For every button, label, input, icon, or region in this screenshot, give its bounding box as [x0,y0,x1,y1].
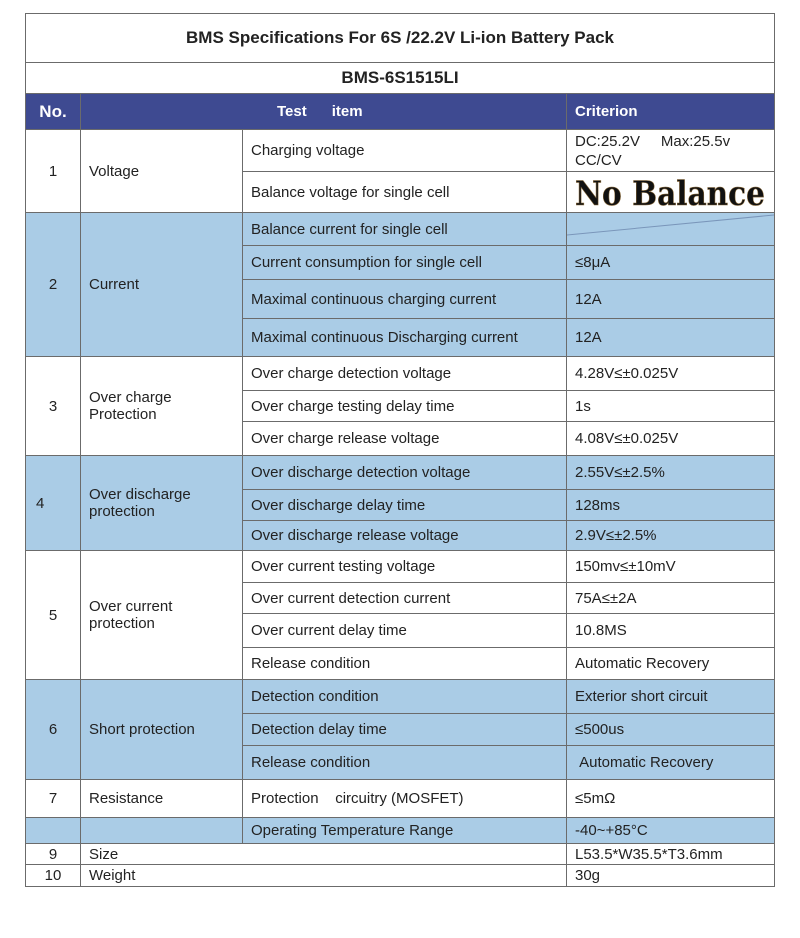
row-number: 10 [26,865,81,887]
row-criterion: 1s [567,391,775,422]
header-no: No. [26,94,81,130]
test-item: Charging voltage [243,130,567,172]
test-item: Operating Temperature Range [243,818,567,844]
test-item: Maximal continuous charging current [243,280,567,319]
table-row [26,680,775,714]
group-name: Voltage [81,130,243,213]
table-row [26,818,775,844]
group-number: 2 [26,213,81,357]
test-item: Over discharge detection voltage [243,456,567,490]
table-row [26,551,775,583]
test-item: Over current detection current [243,583,567,614]
model-name: BMS-6S1515LI [26,63,775,94]
row-criterion: 150mv≤±10mV [567,551,775,583]
row-criterion: 12A [567,319,775,357]
test-item: Over charge testing delay time [243,391,567,422]
table-row [26,357,775,391]
row-criterion: 128ms [567,490,775,521]
table-row [26,213,775,246]
group-name: Current [81,213,243,357]
table-row [26,456,775,490]
table-row [26,865,775,887]
group-number: 1 [26,130,81,213]
row-criterion: L53.5*W35.5*T3.6mm [567,844,775,865]
row-criterion: ≤8μA [567,246,775,280]
group-number: 3 [26,357,81,456]
group-name: Resistance [81,780,243,818]
table-row [26,130,775,172]
table-row [26,844,775,865]
test-item: Balance voltage for single cell [243,172,567,213]
spec-sheet [25,13,774,887]
row-criterion: Exterior short circuit [567,680,775,714]
row-criterion: 4.28V≤±0.025V [567,357,775,391]
test-item: Over discharge release voltage [243,521,567,551]
diagonal-line [567,213,774,245]
test-item: Protection circuitry (MOSFET) [243,780,567,818]
row-name: Size [81,844,567,865]
group-number: 5 [26,551,81,680]
test-item: Current consumption for single cell [243,246,567,280]
test-item: Detection delay time [243,714,567,746]
row-criterion: 4.08V≤±0.025V [567,422,775,456]
row-criterion [567,213,775,246]
group-number: 4 [26,456,81,551]
group-name [81,818,243,844]
spec-table [25,13,775,887]
no-balance-stamp-graphic [567,172,774,212]
test-item: Over charge detection voltage [243,357,567,391]
group-number: 6 [26,680,81,780]
test-item: Release condition [243,746,567,780]
row-name: Weight [81,865,567,887]
svg-text:No Balance: No Balance [575,174,765,212]
test-item: Over current testing voltage [243,551,567,583]
test-item: Maximal continuous Discharging current [243,319,567,357]
row-criterion: 2.9V≤±2.5% [567,521,775,551]
row-criterion: 2.55V≤±2.5% [567,456,775,490]
row-criterion: DC:25.2V Max:25.5v CC/CV [567,130,775,172]
test-item: Over current delay time [243,614,567,648]
row-criterion: 10.8MS [567,614,775,648]
test-item: Release condition [243,648,567,680]
test-item: Over discharge delay time [243,490,567,521]
test-item: Detection condition [243,680,567,714]
group-number: 7 [26,780,81,818]
row-criterion: -40~+85°C [567,818,775,844]
header-criterion: Criterion [567,94,775,130]
test-item: Balance current for single cell [243,213,567,246]
row-criterion: 30g [567,865,775,887]
table-row [26,780,775,818]
group-name: Short protection [81,680,243,780]
test-item: Over charge release voltage [243,422,567,456]
header-test-item: Test item [81,94,567,130]
group-number [26,818,81,844]
row-criterion: 12A [567,280,775,319]
row-criterion: ≤500us [567,714,775,746]
row-criterion: Automatic Recovery [567,648,775,680]
group-name: Over discharge protection [81,456,243,551]
group-name: Over current protection [81,551,243,680]
page-title: BMS Specifications For 6S /22.2V Li-ion Battery Pack [26,14,775,63]
no-balance-stamp [567,172,775,213]
row-number: 9 [26,844,81,865]
row-criterion: ≤5mΩ [567,780,775,818]
table-header [26,94,775,130]
group-name: Over charge Protection [81,357,243,456]
row-criterion: Automatic Recovery [567,746,775,780]
row-criterion: 75A≤±2A [567,583,775,614]
